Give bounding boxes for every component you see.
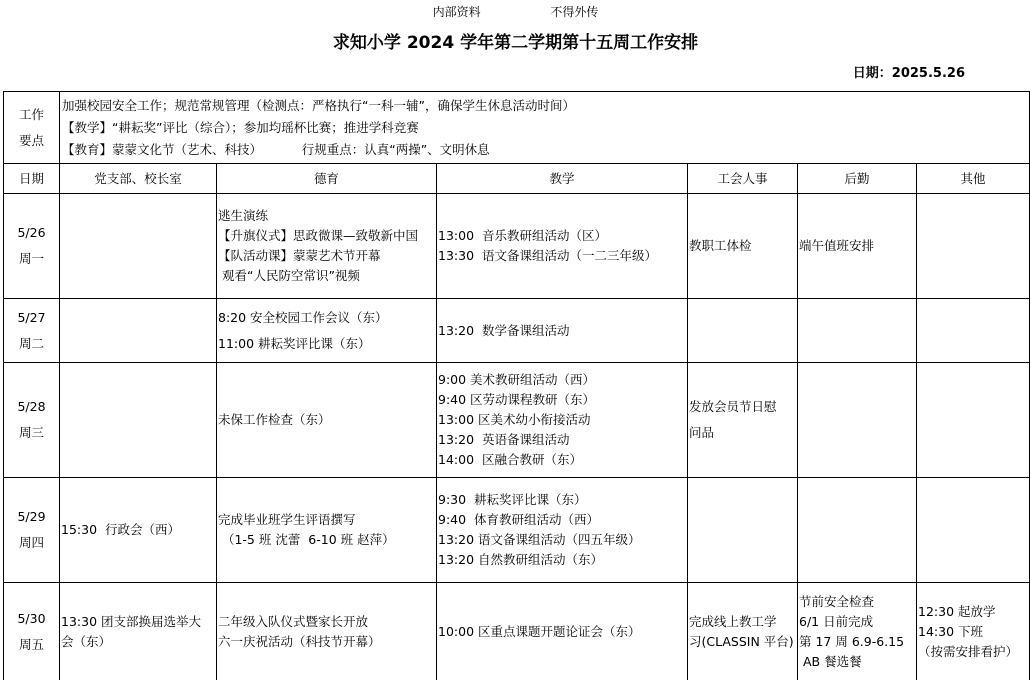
other-cell: 12:30 起放学 14:30 下班 （按需安排看护）	[917, 583, 1030, 680]
logistics-cell	[798, 363, 917, 478]
schedule-table	[3, 91, 1030, 680]
column-header-teaching: 教学	[437, 164, 688, 194]
other-cell	[917, 478, 1030, 583]
column-header-row	[4, 164, 1030, 194]
logistics-cell	[798, 478, 917, 583]
no-distribution-label: 不得外传	[550, 5, 599, 19]
day-cell: 5/27 周二	[4, 299, 60, 363]
party-cell	[60, 363, 217, 478]
day-cell: 5/29 周四	[4, 478, 60, 583]
union-cell: 完成线上教工学 习(CLASSIN 平台)	[688, 583, 798, 680]
union-cell	[688, 478, 798, 583]
table-row	[4, 299, 1030, 363]
column-header-other: 其他	[917, 164, 1030, 194]
table-row	[4, 583, 1030, 680]
union-cell: 发放会员节日慰 问品	[688, 363, 798, 478]
table-row	[4, 194, 1030, 299]
internal-material-label: 内部资料	[432, 5, 481, 19]
column-header-date: 日期	[4, 164, 60, 194]
day-cell: 5/28 周三	[4, 363, 60, 478]
teaching-cell: 10:00 区重点课题开题论证会（东）	[437, 583, 688, 680]
day-cell: 5/26 周一	[4, 194, 60, 299]
table-row	[4, 478, 1030, 583]
table-row	[4, 363, 1030, 478]
union-cell	[688, 299, 798, 363]
moral-cell: 二年级入队仪式暨家长开放 六一庆祝活动（科技节开幕）	[217, 583, 437, 680]
document-date: 日期：2025.5.26	[852, 66, 965, 81]
key-points-row	[4, 92, 1030, 164]
column-header-union: 工会人事	[688, 164, 798, 194]
column-header-party: 党支部、校长室	[60, 164, 217, 194]
page-title: 求知小学 2024 学年第二学期第十五周工作安排	[332, 33, 699, 53]
key-point-line: 加强校园安全工作；规范常规管理（检测点：严格执行“一科一辅”，确保学生休息活动时间）	[62, 97, 575, 113]
moral-cell: 8:20 安全校园工作会议（东） 11:00 耕耘奖评比课（东）	[217, 299, 437, 363]
day-cell: 5/30 周五	[4, 583, 60, 680]
union-cell: 教职工体检	[688, 194, 798, 299]
confidential-notice	[0, 3, 1031, 20]
key-point-line: 【教学】“耕耘奖”评比（综合）；参加均瑶杯比赛；推进学科竞赛	[62, 119, 419, 135]
teaching-cell: 13:20 数学备课组活动	[437, 299, 688, 363]
teaching-cell: 9:30 耕耘奖评比课（东） 9:40 体育教研组活动（西） 13:20 语文备课组活动（四五年级） 13:20 自然教研组活动（东）	[437, 478, 688, 583]
logistics-cell	[798, 299, 917, 363]
key-points-content	[60, 92, 1030, 164]
teaching-cell: 9:00 美术教研组活动（西） 9:40 区劳动课程教研（东） 13:00 区美术幼小衔接活动 13:20 英语备课组活动 14:00 区融合教研（东）	[437, 363, 688, 478]
moral-cell: 未保工作检查（东）	[217, 363, 437, 478]
moral-cell: 完成毕业班学生评语撰写 （1-5 班 沈蕾 6-10 班 赵萍）	[217, 478, 437, 583]
other-cell	[917, 194, 1030, 299]
logistics-cell: 节前安全检查 6/1 日前完成 第 17 周 6.9-6.15 AB 餐选餐	[798, 583, 917, 680]
teaching-cell: 13:00 音乐教研组活动（区） 13:30 语文备课组活动（一二三年级）	[437, 194, 688, 299]
other-cell	[917, 299, 1030, 363]
party-cell	[60, 299, 217, 363]
party-cell	[60, 194, 217, 299]
logistics-cell: 端午值班安排	[798, 194, 917, 299]
other-cell	[917, 363, 1030, 478]
party-cell: 13:30 团支部换届选举大 会（东）	[60, 583, 217, 680]
moral-cell: 逃生演练 【升旗仪式】思政微课—致敬新中国 【队活动课】蒙蒙艺术节开幕 观看“人民防空常识”视频	[217, 194, 437, 299]
column-header-logistics: 后勤	[798, 164, 917, 194]
column-header-moral: 德育	[217, 164, 437, 194]
party-cell: 15:30 行政会（西）	[60, 478, 217, 583]
key-point-line: 【教育】蒙蒙文化节（艺术、科技） 行规重点：认真“两操”、文明休息	[62, 141, 490, 157]
key-points-label: 工作 要点	[4, 92, 60, 164]
